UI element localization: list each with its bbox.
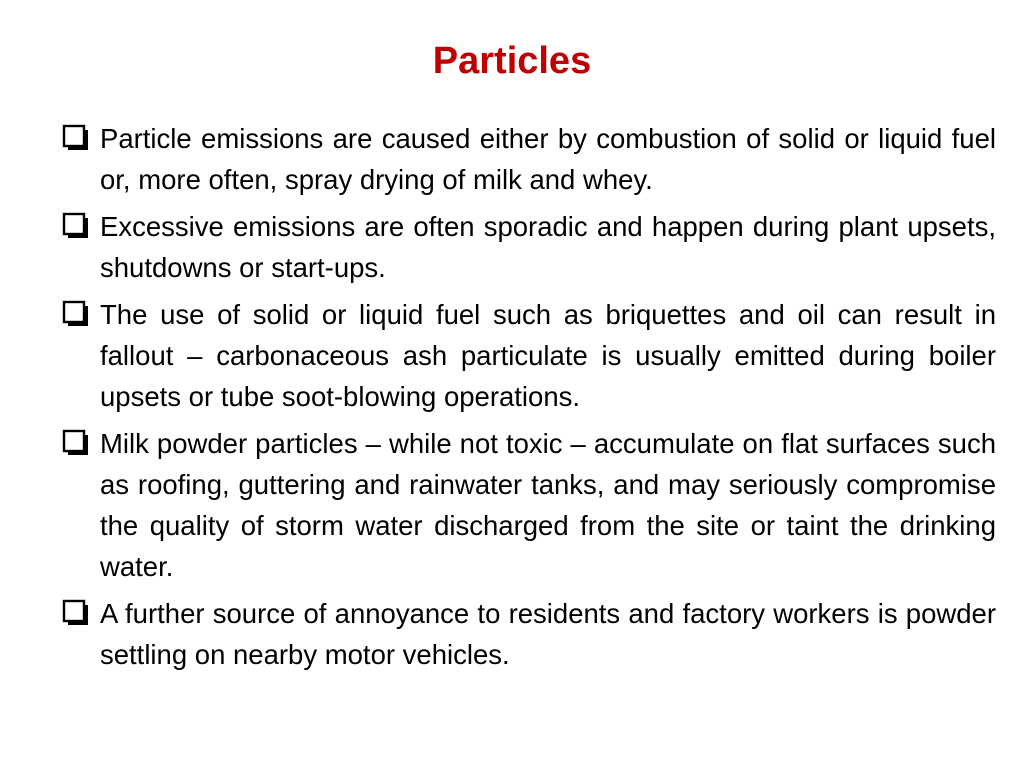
slide-title: Particles — [432, 40, 592, 82]
bullet-text: Particle emissions are caused either by combustion of solid or liquid fuel or, more often, spray drying of milk and whey. — [100, 123, 996, 195]
checkbox-bullet-icon — [62, 122, 90, 150]
checkbox-bullet-icon — [62, 210, 90, 238]
bullet-text: The use of solid or liquid fuel such as briquettes and oil can result in fallout – carbonaceous ash particulate is usually emitted during boiler upsets or tube soot-blowing operations. — [100, 299, 996, 412]
bullet-item — [62, 294, 996, 417]
bullet-item — [62, 423, 996, 587]
bullet-text: Milk powder particles – while not toxic – accumulate on flat surfaces such as roofing, guttering and rainwater tanks, and may seriously compromise the quality of storm water discharged from the site or taint the drinking water. — [100, 428, 996, 582]
bullet-item — [62, 593, 996, 675]
bullet-text: A further source of annoyance to residents and factory workers is powder settling on nearby motor vehicles. — [100, 598, 996, 670]
checkbox-bullet-icon — [62, 298, 90, 326]
bullet-item — [62, 118, 996, 200]
checkbox-bullet-icon — [62, 597, 90, 625]
bullet-list — [62, 118, 996, 681]
checkbox-bullet-icon — [62, 427, 90, 455]
bullet-item — [62, 206, 996, 288]
bullet-text: Excessive emissions are often sporadic and happen during plant upsets, shutdowns or start-ups. — [100, 211, 996, 283]
